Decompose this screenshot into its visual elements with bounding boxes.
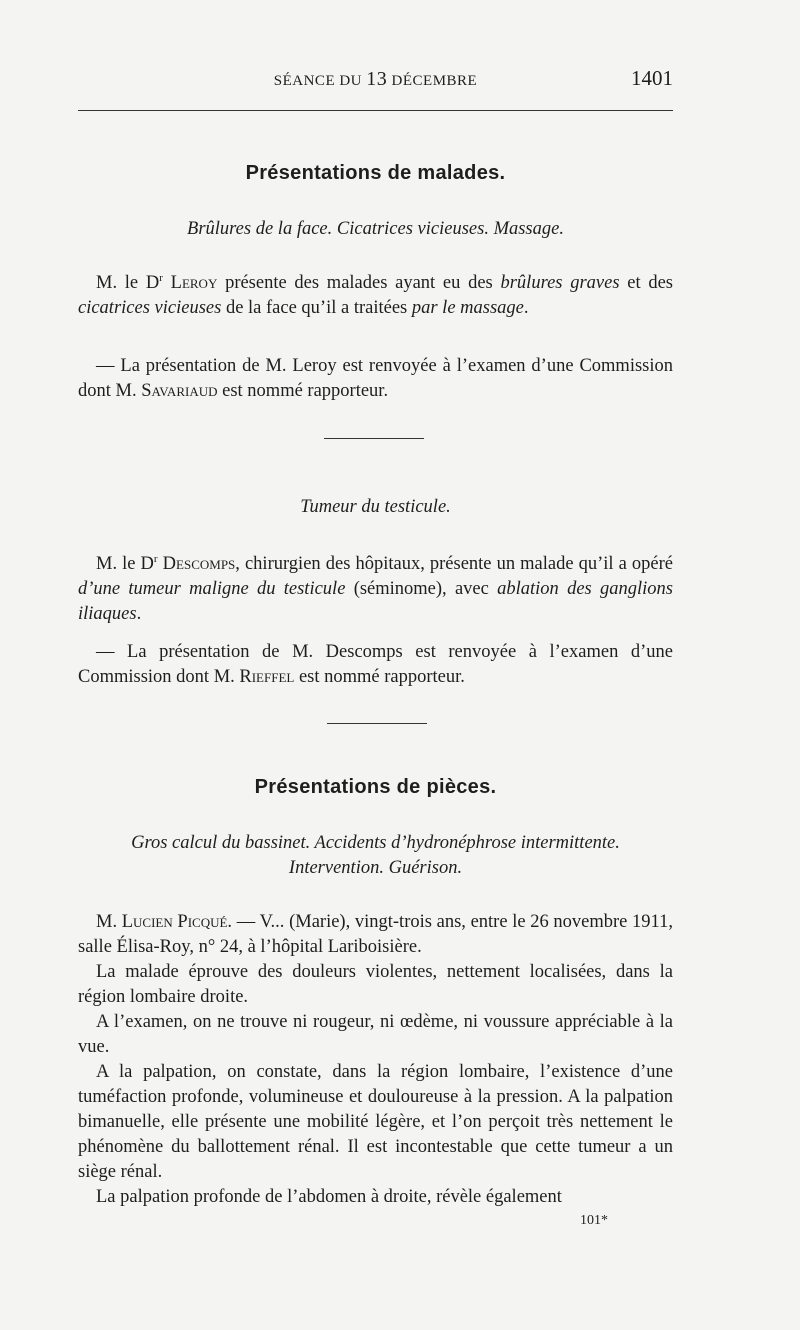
superscript: r bbox=[159, 272, 163, 284]
text-run: présente des malades ayant eu des bbox=[217, 273, 501, 294]
section-title-pieces: Présentations de pièces. bbox=[254, 776, 497, 798]
text-run: est nommé rapporteur. bbox=[217, 381, 389, 401]
text-run: (séminome), avec bbox=[345, 579, 498, 600]
italic-run: brûlures graves bbox=[500, 273, 620, 294]
case-subtitle-brulures: Brûlures de la face. Cicatrices vicieuses. Massage. bbox=[187, 219, 564, 239]
case-subtitle-calcul bbox=[78, 831, 673, 881]
signature-mark: 101* bbox=[580, 1213, 608, 1228]
paragraph-picque bbox=[78, 910, 673, 960]
text-run: est nommé rapporteur. bbox=[294, 667, 465, 687]
header-title-day: 13 bbox=[366, 68, 388, 90]
section-title-malades: Présentations de malades. bbox=[245, 162, 506, 184]
paragraph-douleurs: La malade éprouve des douleurs violentes, nettement localisées, dans la région lombaire droite. bbox=[78, 962, 673, 1007]
text-run: de la face qu’il a traitées bbox=[221, 298, 412, 319]
rapporteur-name: Savariaud bbox=[141, 381, 218, 401]
separator-rule bbox=[324, 438, 424, 439]
text-run: — La présentation de M. Descomps est renvoyée à l’examen d’une Commission dont M. bbox=[78, 642, 673, 687]
author-name: Leroy bbox=[170, 273, 218, 294]
text-run: et des bbox=[619, 273, 674, 294]
paragraph-leroy-commission bbox=[78, 354, 673, 404]
rapporteur-name: Rieffel bbox=[239, 667, 295, 687]
superscript: r bbox=[153, 553, 158, 565]
subtitle-line: Gros calcul du bassinet. Accidents d’hydronéphrose intermittente. bbox=[131, 833, 620, 853]
header-title-month: DÉCEMBRE bbox=[391, 73, 478, 89]
italic-run: d’une tumeur maligne du testicule bbox=[78, 579, 346, 600]
case-body bbox=[78, 910, 673, 1210]
text-run: M. le D bbox=[96, 273, 160, 294]
author-name: Descomps bbox=[162, 554, 236, 575]
text-run: , chirurgien des hôpitaux, présente un malade qu’il a opéré bbox=[235, 554, 674, 575]
subtitle-line: Intervention. Guérison. bbox=[288, 858, 463, 878]
page-number: 1401 bbox=[631, 66, 673, 90]
italic-run: ablation des ganglions iliaques bbox=[78, 579, 673, 625]
header-divider bbox=[78, 110, 673, 111]
header-title-prefix: SÉANCE DU bbox=[273, 73, 363, 89]
separator-rule bbox=[327, 723, 427, 724]
author-name: M. Lucien Picqué. bbox=[96, 912, 233, 932]
paragraph-examen: A l’examen, on ne trouve ni rougeur, ni œdème, ni voussure appréciable à la vue. bbox=[78, 1012, 673, 1057]
paragraph-leroy bbox=[78, 266, 673, 321]
paragraph-descomps bbox=[78, 547, 673, 627]
text-run: . bbox=[136, 604, 142, 625]
italic-run: cicatrices vicieuses bbox=[78, 298, 222, 319]
paragraph-palpation: A la palpation, on constate, dans la région lombaire, l’existence d’une tuméfaction profonde, volumineuse et douloureuse à la pression. A la palpation bimanuelle, elle présente une mobilité légère, et l’on perçoit très nettement le phénomène du ballottement rénal. Il est incontestable que cette tumeur a un siège rénal. bbox=[78, 1062, 673, 1182]
italic-run: par le massage bbox=[411, 298, 524, 319]
header-title bbox=[78, 68, 673, 91]
text-run: M. le D bbox=[96, 554, 154, 575]
paragraph-descomps-commission bbox=[78, 640, 673, 690]
text-run: — La présentation de M. Leroy est renvoyée à l’examen d’une Commission dont M. bbox=[78, 356, 673, 401]
text-run: . bbox=[523, 298, 529, 319]
case-subtitle-testicule: Tumeur du testicule. bbox=[300, 497, 451, 517]
text-run: — V... (Marie), vingt-trois ans, entre le 26 novembre 1911, salle Élisa-Roy, n° 24, à l’hôpital Lariboisière. bbox=[78, 912, 673, 957]
paragraph-palpation-profonde: La palpation profonde de l’abdomen à droite, révèle également bbox=[96, 1187, 562, 1207]
running-header bbox=[78, 68, 673, 98]
